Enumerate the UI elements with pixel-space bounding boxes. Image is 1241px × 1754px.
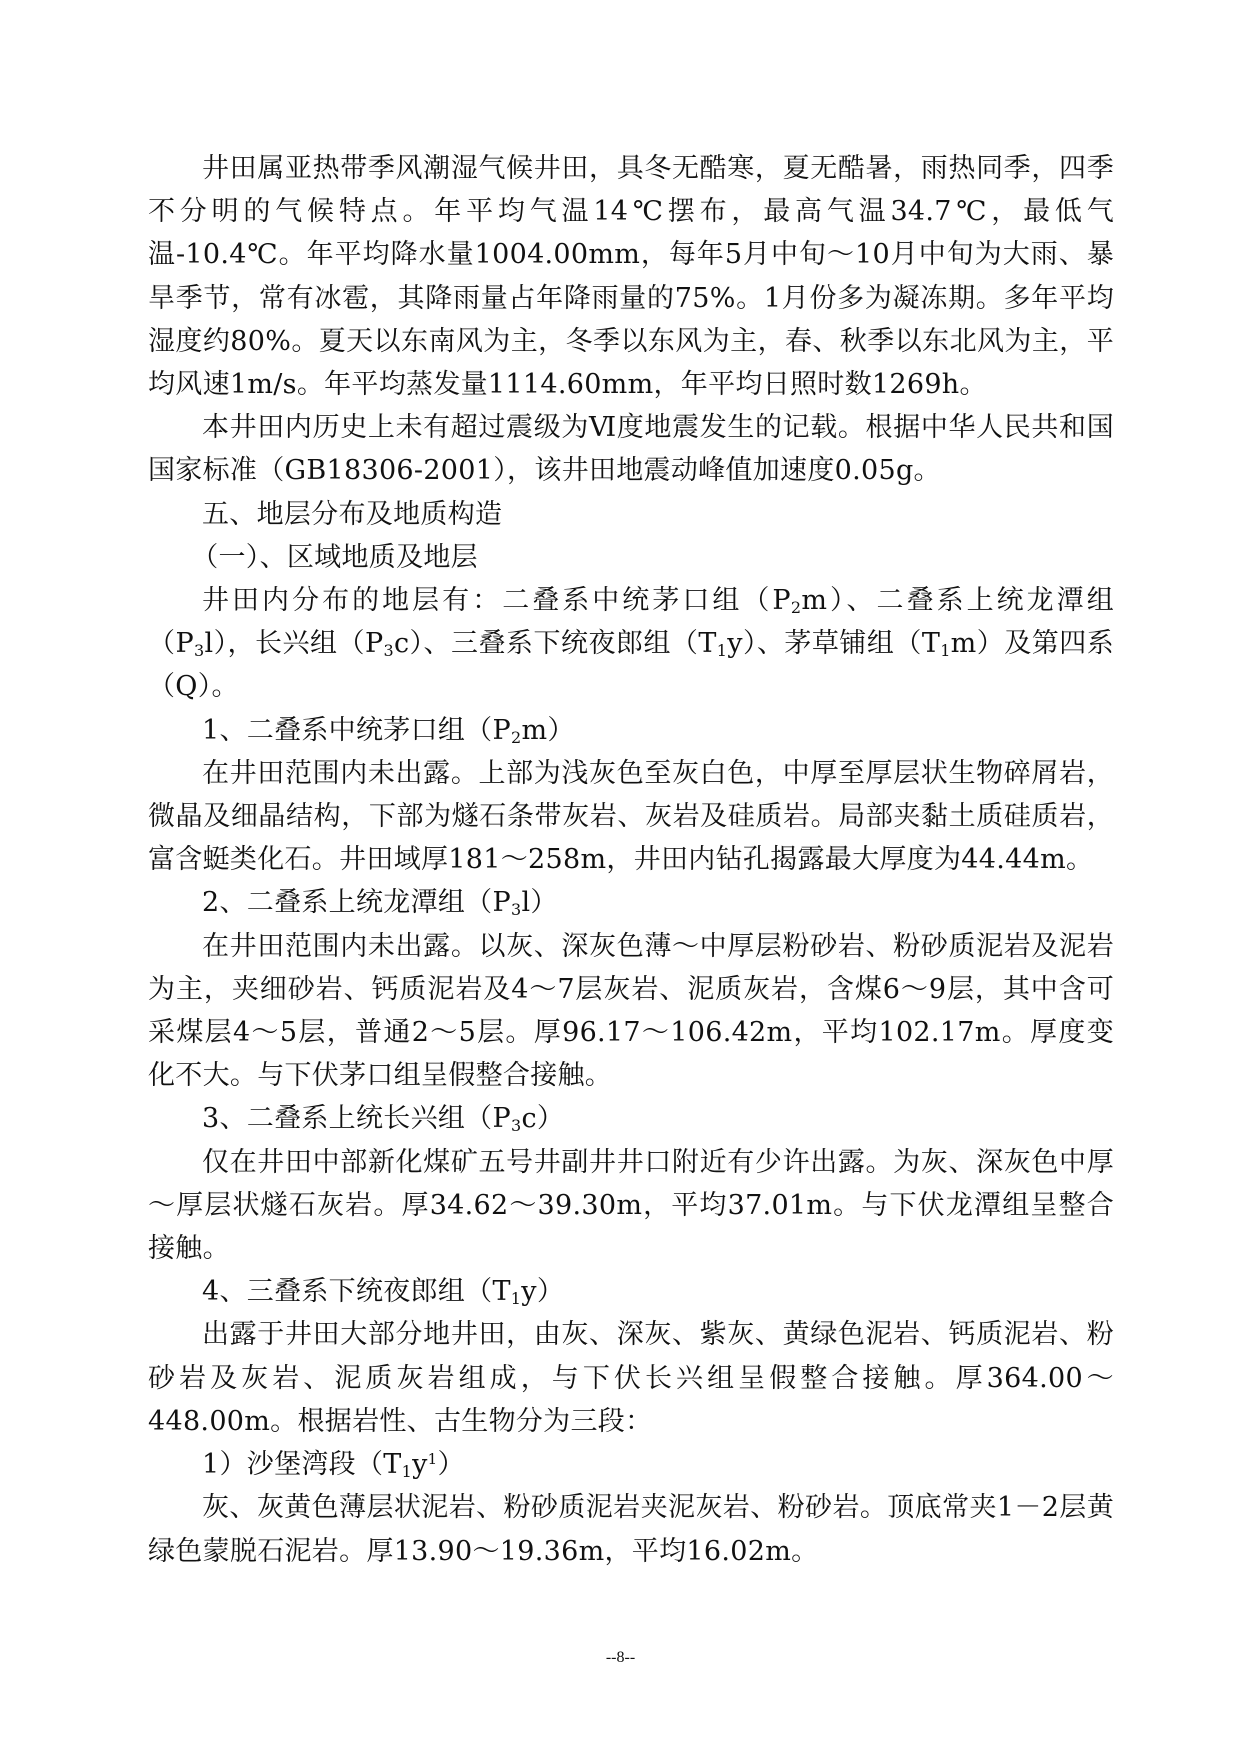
subscript: 1	[716, 641, 728, 661]
text-run: c）	[521, 1103, 565, 1135]
text-run: 2、二叠系上统龙潭组（P	[202, 887, 511, 919]
yelang-paragraph: 出露于井田大部分地井田，由灰、深灰、紫灰、黄绿色泥岩、钙质泥岩、粉砂岩及灰岩、泥质灰岩组成，与下伏长兴组呈假整合接触。厚364.00～448.00m。根据岩性、古生物分为三段：	[148, 1319, 1114, 1437]
page-number: --8--	[605, 1649, 636, 1666]
text-run: 井田内分布的地层有：二叠系中统茅口组（P	[202, 585, 791, 617]
section-heading: 五、地层分布及地质构造	[202, 498, 503, 530]
maokou-heading	[148, 709, 1114, 752]
seismic-paragraph: 本井田内历史上未有超过震级为Ⅵ度地震发生的记载。根据中华人民共和国国家标准（GB18306-2001），该井田地震动峰值加速度0.05g。	[148, 412, 1114, 487]
subscript: 2	[510, 727, 522, 747]
maokou-paragraph: 在井田范围内未出露。上部为浅灰色至灰白色，中厚至厚层状生物碎屑岩，微晶及细晶结构，下部为燧石条带灰岩、灰岩及硅质岩。局部夹黏土质硅质岩，富含蜓类化石。井田域厚181～258m，井田内钻孔揭露最大厚度为44.44m。	[148, 757, 1114, 876]
text-run: m）及第四系（Q）。	[148, 628, 1115, 703]
text-run: m）、二叠系上统龙潭组（P	[148, 585, 1114, 660]
text-run: 1、二叠系中统茅口组（P	[202, 714, 511, 746]
text-run: l）	[521, 887, 558, 919]
text-run: m）	[521, 714, 575, 746]
subscript: 3	[383, 641, 394, 661]
text-run: y	[412, 1449, 428, 1481]
subscript: 3	[510, 900, 522, 920]
strata-intro-paragraph	[148, 579, 1114, 709]
text-run: 1）沙堡湾段（T	[202, 1449, 402, 1481]
longtan-heading	[148, 881, 1114, 924]
text-run: 3、二叠系上统长兴组（P	[202, 1103, 511, 1135]
text-run: y）	[521, 1276, 565, 1308]
document-body	[148, 147, 1114, 1573]
climate-paragraph: 井田属亚热带季风潮湿气候井田，具冬无酷寒，夏无酷暑，雨热同季，四季不分明的气候特点。年平均气温14℃摆布，最高气温34.7℃，最低气温-10.4℃。年平均降水量1004.00mm，每年5月中旬～10月中旬为大雨、暴旱季节，常有冰雹，其降雨量占年降雨量的75%。1月份多为凝冻期。多年平均湿度约80%。夏天以东南风为主，冬季以东风为主，春、秋季以东北风为主，平均风速1m/s。年平均蒸发量1114.60mm，年平均日照时数1269h。	[148, 153, 1114, 401]
text-run: 4、三叠系下统夜郎组（T	[202, 1276, 511, 1308]
subscript: 1	[510, 1289, 522, 1309]
shabaowan-paragraph: 灰、灰黄色薄层状泥岩、粉砂质泥岩夹泥灰岩、粉砂岩。顶底常夹1－2层黄绿色蒙脱石泥岩。厚13.90～19.36m，平均16.02m。	[148, 1492, 1114, 1567]
text-run: c）、三叠系下统夜郎组（T	[393, 628, 717, 660]
yelang-heading	[148, 1270, 1114, 1313]
subscript: 1	[940, 641, 951, 661]
subscript: 1	[401, 1462, 413, 1482]
superscript: 1	[427, 1450, 438, 1469]
subscript: 3	[510, 1116, 522, 1136]
changxing-paragraph: 仅在井田中部新化煤矿五号井副井井口附近有少许出露。为灰、深灰色中厚～厚层状燧石灰岩。厚34.62～39.30m，平均37.01m。与下伏龙潭组呈整合接触。	[148, 1146, 1114, 1265]
subscript: 3	[193, 641, 205, 661]
text-run: y）、茅草铺组（T	[727, 628, 941, 660]
shabaowan-heading	[148, 1443, 1114, 1486]
subsection-heading: （一）、区域地质及地层	[191, 541, 478, 573]
subscript: 2	[790, 598, 802, 618]
longtan-paragraph: 在井田范围内未出露。以灰、深灰色薄～中厚层粉砂岩、粉砂质泥岩及泥岩为主，夹细砂岩、钙质泥岩及4～7层灰岩、泥质灰岩，含煤6～9层，其中含可采煤层4～5层，普通2～5层。厚96.17～106.42m，平均102.17m。厚度变化不大。与下伏茅口组呈假整合接触。	[148, 930, 1114, 1092]
changxing-heading	[148, 1097, 1114, 1140]
text-run: l），长兴组（P	[204, 628, 384, 660]
text-run: ）	[437, 1449, 465, 1481]
